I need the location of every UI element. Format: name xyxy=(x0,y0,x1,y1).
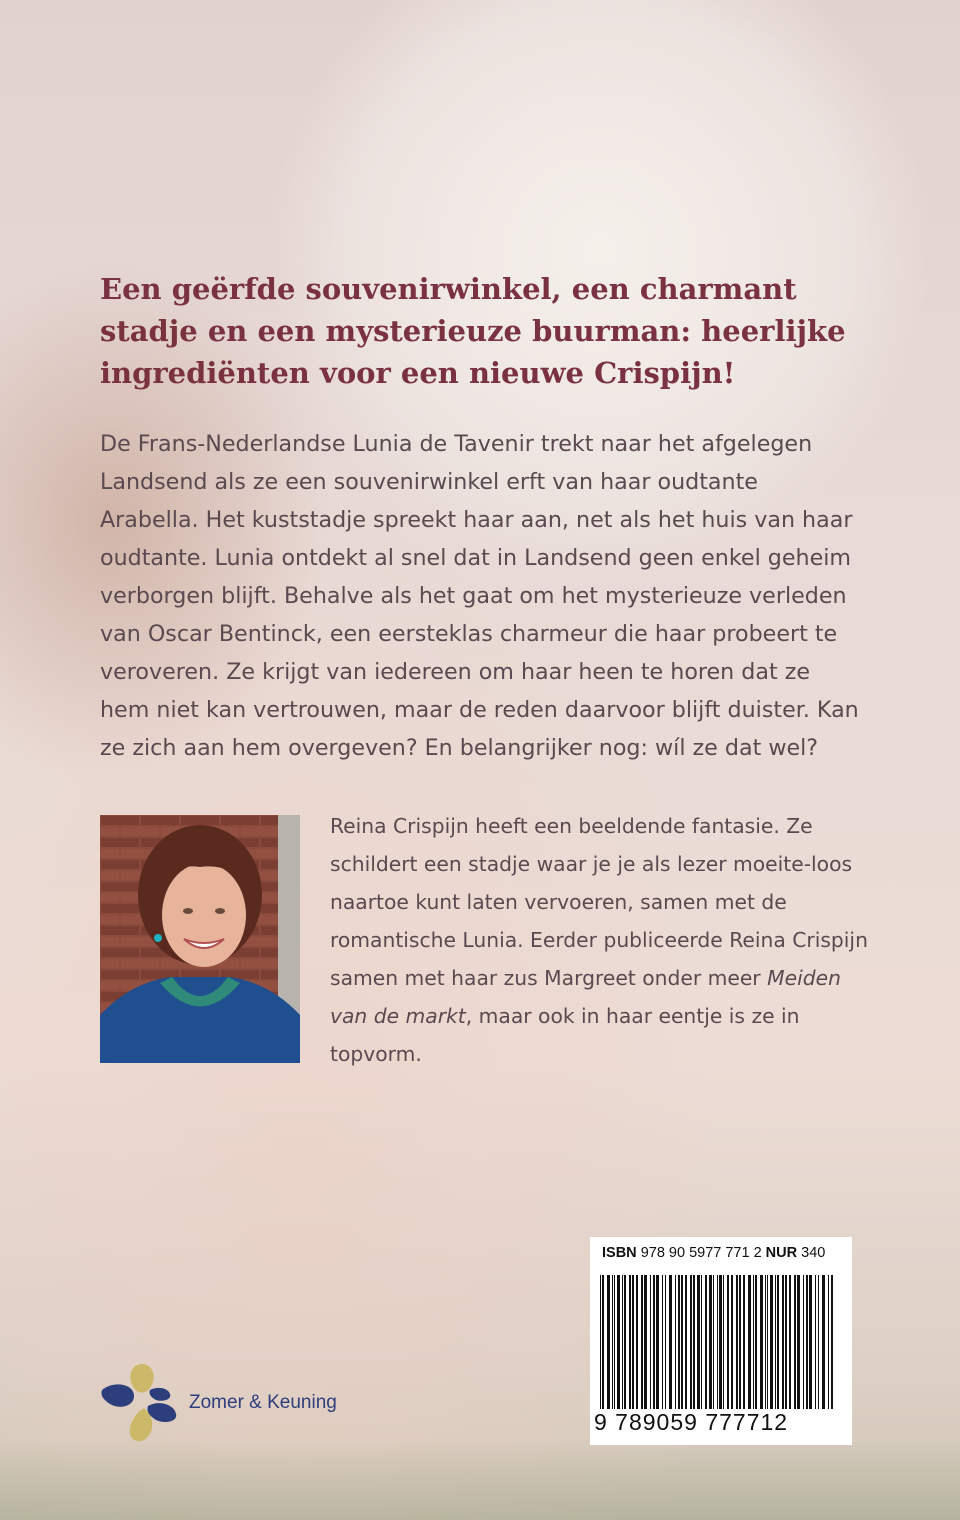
barcode-bar xyxy=(767,1275,768,1409)
barcode-bar xyxy=(770,1275,773,1409)
barcode-bar xyxy=(665,1275,666,1409)
barcode-bar xyxy=(636,1275,638,1409)
barcode-bar xyxy=(828,1275,829,1409)
barcode-bar xyxy=(709,1275,712,1409)
barcode-bar xyxy=(701,1275,702,1409)
barcode-digits: 9 789059 777712 xyxy=(594,1409,789,1435)
barcode-bar xyxy=(705,1275,707,1409)
barcode-bar xyxy=(607,1275,610,1409)
barcode-bar xyxy=(748,1275,751,1409)
barcode-panel xyxy=(590,1237,852,1445)
barcode-bar xyxy=(641,1275,643,1409)
author-photo xyxy=(100,815,300,1063)
barcode xyxy=(598,1275,840,1411)
barcode-bar xyxy=(775,1275,776,1409)
barcode-bar xyxy=(803,1275,804,1409)
nur-label: NUR xyxy=(765,1245,798,1261)
barcode-bar xyxy=(713,1275,714,1409)
barcode-bar xyxy=(662,1275,663,1409)
book-title-reference: Meiden van de markt xyxy=(330,966,841,1028)
barcode-bar xyxy=(755,1275,757,1409)
barcode-bar xyxy=(727,1275,729,1409)
barcode-bar xyxy=(797,1275,800,1409)
barcode-bar xyxy=(777,1275,779,1409)
barcode-bar xyxy=(675,1275,676,1409)
barcode-bar xyxy=(753,1275,754,1409)
isbn-line xyxy=(602,1245,825,1261)
barcode-bar xyxy=(653,1275,655,1409)
barcode-bar xyxy=(614,1275,615,1409)
barcode-bar xyxy=(809,1275,812,1409)
barcode-bar xyxy=(681,1275,683,1409)
barcode-bar xyxy=(831,1275,833,1409)
barcode-bar xyxy=(719,1275,722,1409)
barcode-bar xyxy=(815,1275,816,1409)
barcode-bar xyxy=(736,1275,738,1409)
author-bio-text: Reina Crispijn heeft een beeldende fantasie. Ze schildert een stadje waar je je als lezer moeite-loos naartoe kunt laten vervoeren, samen met de romantische Lunia. Eerder publiceerde Reina Crispijn samen met haar zus Margreet onder meer xyxy=(330,814,868,990)
barcode-bar xyxy=(617,1275,620,1409)
author-bio-text-end: , maar ook in haar eentje is ze in topvorm. xyxy=(330,1004,800,1066)
barcode-bar xyxy=(693,1275,695,1409)
publisher-name: Zomer & Keuning xyxy=(189,1392,337,1413)
barcode-bar xyxy=(739,1275,741,1409)
barcode-bar xyxy=(818,1275,819,1409)
barcode-bar xyxy=(624,1275,626,1409)
barcode-bar xyxy=(785,1275,787,1409)
barcode-bar xyxy=(723,1275,724,1409)
barcode-bar xyxy=(669,1275,672,1409)
barcode-bar xyxy=(650,1275,651,1409)
barcode-bar xyxy=(632,1275,634,1409)
book-blurb: De Frans-Nederlandse Lunia de Tavenir trekt naar het afgelegen Landsend als ze een souvenirwinkel erft van haar oudtante Arabella. Het kuststadje spreekt haar aan, net als het huis van haar oudtante. Lunia ontdekt al snel dat in Landsend geen enkel geheim verborgen blijft. Behalve als het gaat om het mysterieuze verleden van Oscar Bentinck, een eersteklas charmeur die haar probeert te veroveren. Ze krijgt van iedereen om haar heen te horen dat ze hem niet kan vertrouwen, maar de reden daarvoor blijft duister. Kan ze zich aan hem overgeven? En belangrijker nog: wíl ze dat wel? xyxy=(100,431,859,761)
barcode-bar xyxy=(685,1275,687,1409)
barcode-bar xyxy=(717,1275,718,1409)
publisher-logo-icon xyxy=(100,1360,184,1444)
barcode-bar xyxy=(602,1275,604,1409)
barcode-bar xyxy=(822,1275,825,1409)
barcode-bar xyxy=(760,1275,763,1409)
barcode-bar xyxy=(644,1275,647,1409)
barcode-bar xyxy=(600,1275,601,1409)
barcode-bar xyxy=(629,1275,631,1409)
nur-number: 340 xyxy=(801,1245,826,1261)
barcode-bar xyxy=(678,1275,680,1409)
headline: Een geërfde souvenirwinkel, een charmant stadje en een mysterieuze buurman: heerlijke ingrediënten voor een nieuwe Crispijn! xyxy=(100,272,846,390)
isbn-number: 978 90 5977 771 2 xyxy=(640,1245,762,1261)
publisher-mark xyxy=(100,1360,370,1440)
barcode-bar xyxy=(806,1275,808,1409)
barcode-bar xyxy=(612,1275,613,1409)
barcode-bar xyxy=(690,1275,692,1409)
author-bio xyxy=(330,807,870,1073)
barcode-bar xyxy=(765,1275,766,1409)
barcode-bar xyxy=(789,1275,791,1409)
barcode-bar xyxy=(794,1275,796,1409)
isbn-label: ISBN xyxy=(602,1245,637,1261)
grass-horizon xyxy=(0,1440,960,1520)
barcode-bar xyxy=(622,1275,623,1409)
barcode-bar xyxy=(656,1275,659,1409)
barcode-bar xyxy=(782,1275,784,1409)
barcode-bar xyxy=(731,1275,733,1409)
barcode-bar xyxy=(743,1275,745,1409)
barcode-bar xyxy=(697,1275,700,1409)
